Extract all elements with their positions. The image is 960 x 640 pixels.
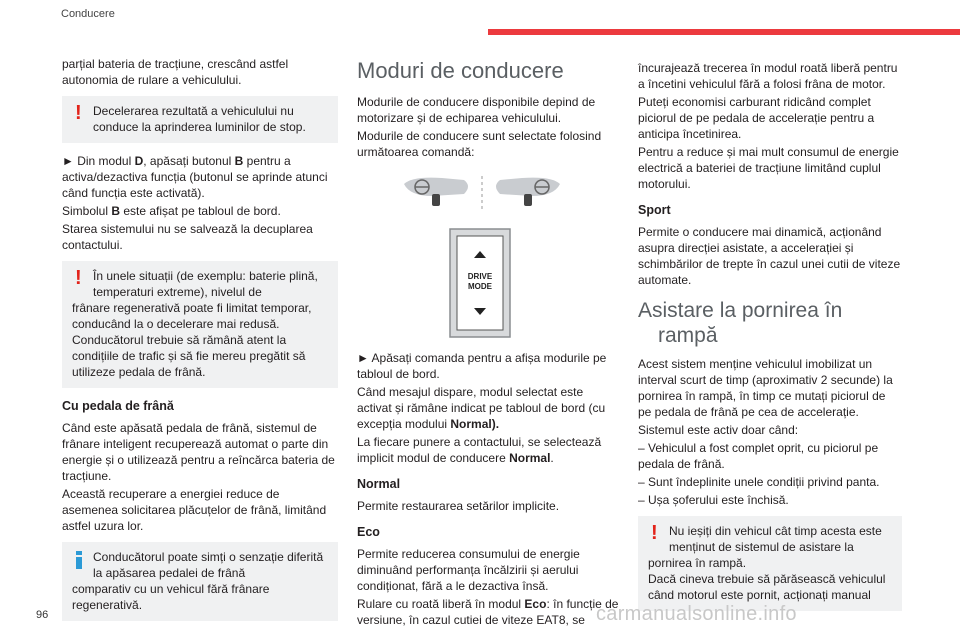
subheading: Normal <box>357 477 401 491</box>
paragraph: Permite o conducere mai dinamică, acționând asupra direcției asistate, a accelerației și schimbărilor de trepte în cazul unei cutii de viteze automate. <box>638 225 901 287</box>
paragraph: Când este apăsată pedala de frână, sistemul de frânare inteligent recuperează automat o parte din energie și o utilizează pentru a reîncărca bateria de tracțiune. <box>62 421 335 483</box>
paragraph: Puteți economisi carburant ridicând complet piciorul de pe pedala de accelerație pentru a anticipa încetinirea. <box>638 95 875 141</box>
drive-mode-switch-illustration <box>449 228 511 338</box>
section-title: Moduri de conducere <box>357 58 564 83</box>
instruction-step: ► Apăsați comanda pentru a afișa modurile pe tabloul de bord. <box>357 351 607 381</box>
info-text: Conducătorul poate simți o senzație diferită la apăsarea pedalei de frână <box>93 550 324 580</box>
warning-text: pornirea în rampă. <box>648 556 747 570</box>
paragraph: Modurile de conducere sunt selectate folosind următoarea comandă: <box>357 129 602 159</box>
running-header: Conducere <box>61 8 115 20</box>
instruction-step: ► Din modul D, apăsați butonul B pentru a activa/dezactiva funcția (butonul se aprinde atunci când funcția este activată). <box>62 154 328 200</box>
column-1 <box>62 56 338 631</box>
warning-box <box>62 261 338 388</box>
exclamation-icon: ! <box>75 267 82 289</box>
section-title: Asistare la pornirea în rampă <box>638 299 843 347</box>
paragraph: Sistemul este activ doar când: <box>638 423 799 437</box>
paragraph: Această recuperare a energiei reduce de asemenea solicitarea plăcuțelor de frână, limitând astfel uzura lor. <box>62 487 327 533</box>
subheading: Eco <box>357 525 380 539</box>
page-number: 96 <box>36 609 49 621</box>
warning-text: În unele situații (de exemplu: baterie plină, temperaturi extreme), nivelul de <box>93 269 318 299</box>
subheading: Cu pedala de frână <box>62 399 174 413</box>
warning-box <box>62 96 338 143</box>
paragraph: Starea sistemului nu se salvează la decuplarea contactului. <box>62 222 313 252</box>
subheading: Sport <box>638 203 671 217</box>
mode-label: MODE <box>468 282 492 291</box>
paragraph: parțial bateria de tracțiune, crescând astfel autonomia de rulare a vehiculului. <box>62 57 289 87</box>
steering-wheel-illustration <box>402 174 562 214</box>
column-2 <box>357 56 619 630</box>
paragraph: Modurile de conducere disponibile depind de motorizare și de echiparea vehiculului. <box>357 95 596 125</box>
info-box <box>62 542 338 621</box>
paragraph: Permite reducerea consumului de energie diminuând performanța încălzirii și aerului condiționat, fără a le dezactiva însă. <box>357 547 580 593</box>
watermark: carmanualsonline.info <box>596 603 797 625</box>
paragraph: Permite restaurarea setărilor implicite. <box>357 499 560 513</box>
exclamation-icon: ! <box>651 522 658 544</box>
drive-label: DRIVE <box>467 272 493 281</box>
list-item: – Vehiculul a fost complet oprit, cu piciorul pe pedala de frână. <box>638 441 879 471</box>
exclamation-icon: ! <box>75 102 82 124</box>
paragraph: Acest sistem menține vehiculul imobilizat un interval scurt de timp (aproximativ 2 secunde) la pornirea în rampă, în timp ce mutați piciorul de pe pedala de frână pe cea de accelerație. <box>638 357 893 419</box>
warning-text: Decelerarea rezultată a vehiculului nu conduce la aprinderea luminilor de stop. <box>93 104 306 134</box>
info-text: comparativ cu un vehicul fără frânare regenerativă. <box>72 582 270 612</box>
list-item: – Ușa șoferului este închisă. <box>638 493 789 507</box>
warning-text: Nu ieșiți din vehicul cât timp acesta este menținut de sistemul de asistare la <box>669 524 882 554</box>
info-icon <box>75 551 83 572</box>
list-item: – Sunt îndeplinite unele condiții privind panta. <box>638 475 880 489</box>
paragraph: Pentru a reduce și mai mult consumul de energie electrică a bateriei de tracțiune limitând cuplul motorului. <box>638 145 899 191</box>
paragraph: Simbolul B este afișat pe tabloul de bord. <box>62 204 281 218</box>
paragraph: La fiecare punere a contactului, se selectează implicit modul de conducere Normal. <box>357 435 602 465</box>
paragraph: încurajează trecerea în modul roată liberă pentru a încetini vehiculul fără a folosi frâna de motor. <box>638 61 898 91</box>
paragraph: Rulare cu roată liberă în modul Eco: în funcție de versiune, în cazul cutiei de viteze EAT8, se <box>357 597 619 627</box>
warning-text: Dacă cineva trebuie să părăsească vehiculul când motorul este pornit, acționați manual <box>648 572 886 602</box>
warning-box <box>638 516 902 611</box>
column-3 <box>638 60 902 611</box>
paragraph: Când mesajul dispare, modul selectat este activat și rămâne indicat pe tabloul de bord (cu excepția modului Normal). <box>357 385 606 431</box>
warning-text: frânare regenerativă poate fi limitat temporar, conducând la o decelerare mai redusă. Conducătorul trebuie să rămână atent la condițiile de trafic și să fie mereu pregătit să utilizeze pedala de frână. <box>72 301 312 379</box>
header-accent-bar <box>488 29 960 35</box>
